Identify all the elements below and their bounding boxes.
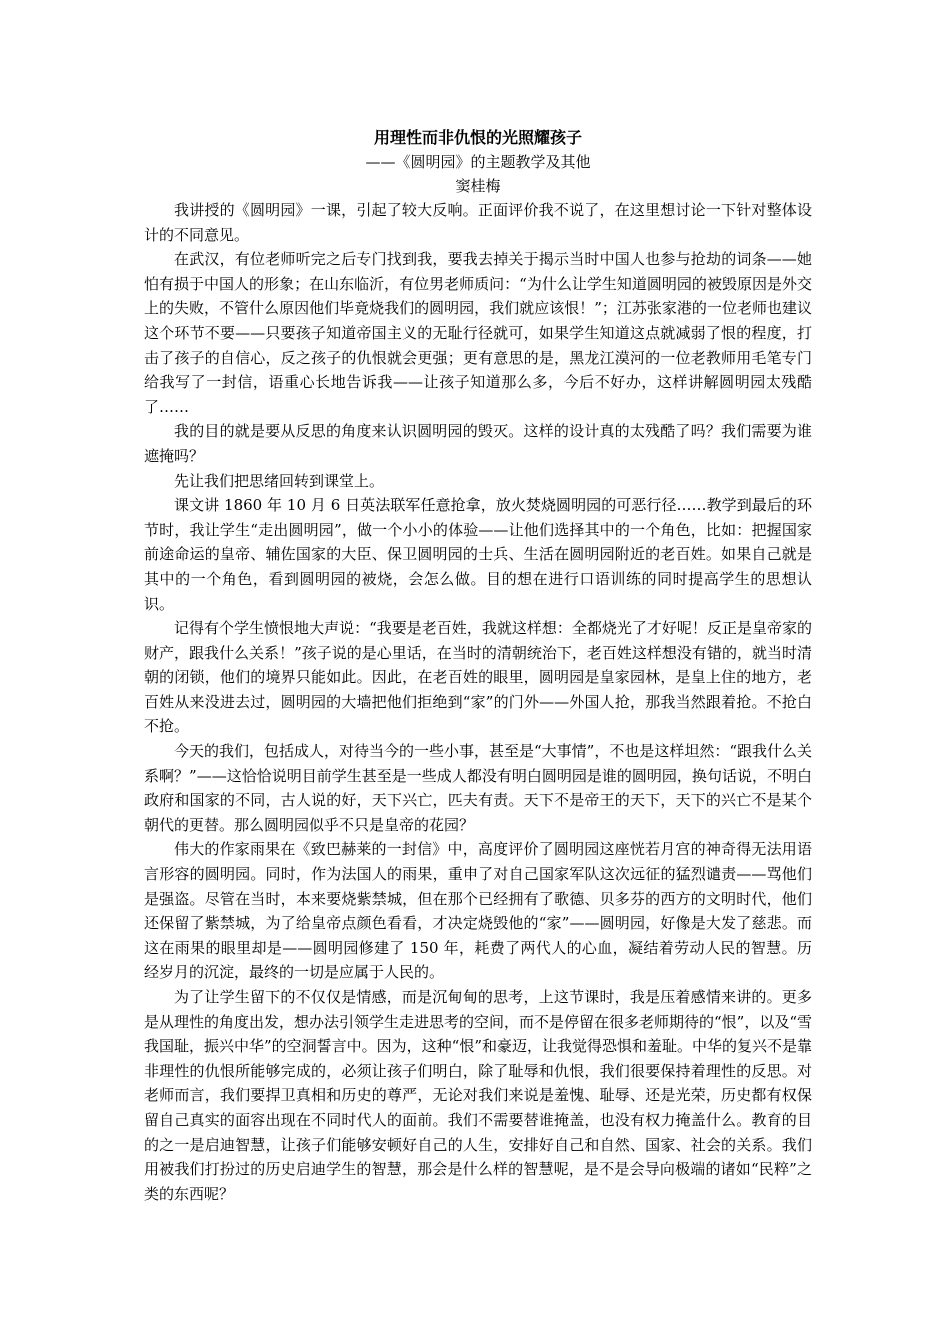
article-body bbox=[144, 126, 812, 1206]
article-subtitle: ——《圆明园》的主题教学及其他 bbox=[365, 153, 591, 171]
paragraph-4: 先让我们把思绪回转到课堂上。 bbox=[174, 471, 385, 490]
article-title: 用理性而非仇恨的光照耀孩子 bbox=[373, 128, 582, 147]
paragraph-6: 记得有个学生愤恨地大声说：“我要是老百姓，我就这样想：全都烧光了才好呢！反正是皇帝家的财产，跟我什么关系！”孩子说的是心里话，在当时的清朝统治下，老百姓这样想没有错的，就当时清朝的闭锁，他们的境界只能如此。因此，在老百姓的眼里，圆明园是皇家园林，是皇上住的地方，老百姓从来没进去过，圆明园的大墙把他们拒绝到“家”的门外——外国人抢，那我当然跟着抢。不抢白不抢。 bbox=[144, 619, 812, 736]
paragraph-2: 在武汉，有位老师听完之后专门找到我，要我去掉关于揭示当时中国人也参与抢劫的词条——她怕有损于中国人的形象；在山东临沂，有位男老师质问：“为什么让学生知道圆明园的被毁原因是外交上的失败，不管什么原因他们毕竟烧我们的圆明园，我们就应该恨！”；江苏张家港的一位老师也建议这个环节不要——只要孩子知道帝国主义的无耻行径就可，如果学生知道这点就减弱了恨的程度，打击了孩子的自信心，反之孩子的仇恨就会更强；更有意思的是，黑龙江漠河的一位老教师用毛笔专门给我写了一封信，语重心长地告诉我——让孩子知道那么多，今后不好办，这样讲解圆明园太残酷了…… bbox=[144, 250, 812, 416]
paragraph-9: 为了让学生留下的不仅仅是情感，而是沉甸甸的思考，上这节课时，我是压着感情来讲的。更多是从理性的角度出发，想办法引领学生走进思考的空间，而不是停留在很多老师期待的“恨”，以及“雪我国耻，振兴中华”的空洞誓言中。因为，这种“恨”和豪迈，让我觉得恐惧和羞耻。中华的复兴不是靠非理性的仇恨所能够完成的，必须让孩子们明白，除了耻辱和仇恨，我们很要保持着理性的反思。对老师而言，我们要捍卫真相和历史的尊严，无论对我们来说是羞愧、耻辱、还是光荣，历史都有权保留自己真实的面容出现在不同时代人的面前。我们不需要替谁掩盖，也没有权力掩盖什么。教育的目的之一是启迪智慧，让孩子们能够安顿好自己的人生，安排好自己和自然、国家、社会的关系。我们用被我们打扮过的历史启迪学生的智慧，那会是什么样的智慧呢，是不是会导向极端的诸如“民粹”之类的东西呢？ bbox=[144, 988, 813, 1203]
paragraph-5: 课文讲 1860 年 10 月 6 日英法联军任意抢拿，放火焚烧圆明园的可恶行径……教学到最后的环节时，我让学生“走出圆明园”，做一个小小的体验——让他们选择其中的一个角色，比如：把握国家前途命运的皇帝、辅佐国家的大臣、保卫圆明园的士兵、生活在圆明园附近的老百姓。如果自己就是其中的一个角色，看到圆明园的被烧，会怎么做。目的想在进行口语训练的同时提高学生的思想认识。 bbox=[144, 496, 812, 613]
article-author: 窦桂梅 bbox=[455, 177, 501, 195]
paragraph-7: 今天的我们，包括成人，对待当今的一些小事，甚至是“大事情”，不也是这样坦然：“跟我什么关系啊？”——这恰恰说明目前学生甚至是一些成人都没有明白圆明园是谁的圆明园，换句话说，不明白政府和国家的不同，古人说的好，天下兴亡，匹夫有责。天下不是帝王的天下，天下的兴亡不是某个朝代的更替。那么圆明园似乎不只是皇帝的花园？ bbox=[144, 742, 813, 834]
paragraph-3: 我的目的就是要从反思的角度来认识圆明园的毁灭。这样的设计真的太残酷了吗？我们需要为谁遮掩吗？ bbox=[144, 422, 812, 465]
paragraph-8: 伟大的作家雨果在《致巴赫莱的一封信》中，高度评价了圆明园这座恍若月宫的神奇得无法用语言形容的圆明园。同时，作为法国人的雨果，重申了对自己国家军队这次远征的猛烈谴责——骂他们是强盗。尽管在当时，本来要烧紫禁城，但在那个已经拥有了歌德、贝多芬的西方的文明时代，他们还保留了紫禁城，为了给皇帝点颜色看看，才决定烧毁他的“家”——圆明园，好像是大发了慈悲。而这在雨果的眼里却是——圆明园修建了 150 年，耗费了两代人的心血，凝结着劳动人民的智慧。历经岁月的沉淀，最终的一切是应属于人民的。 bbox=[144, 840, 812, 982]
paragraph-1: 我讲授的《圆明园》一课，引起了较大反响。正面评价我不说了，在这里想讨论一下针对整体设计的不同意见。 bbox=[144, 201, 812, 244]
